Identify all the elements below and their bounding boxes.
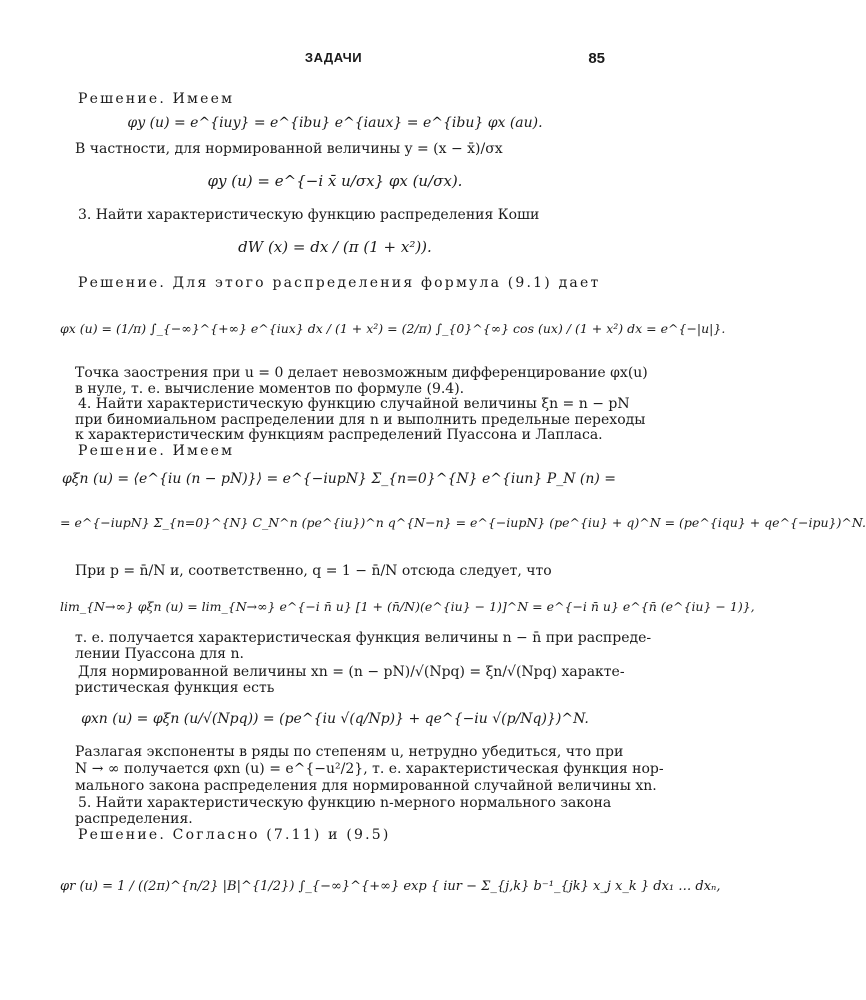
paragraph-line: При p = n̄/N и, соответственно, q = 1 − n̄/N отсюда следует, что: [75, 563, 552, 579]
formula: φξn (u) = ⟨e^{iu (n − pN)}⟩ = e^{−iupN} Σ_{n=0}^{N} e^{iun} P_N (n) =: [62, 471, 617, 487]
paragraph-line: в нуле, т. е. вычисление моментов по формуле (9.4).: [75, 381, 465, 397]
formula: φxn (u) = φξn (u/√(Npq)) = (pe^{iu √(q/Np)} + qe^{−iu √(p/Nq)})^N.: [81, 711, 589, 727]
paragraph-line: Для нормированной величины xn = (n − pN)/√(Npq) = ξn/√(Npq) характе-: [78, 664, 625, 680]
solution-intro: Решение. Для этого распределения формула (9.1) дает: [78, 275, 601, 291]
paragraph-line: лении Пуассона для n.: [75, 646, 244, 662]
formula: dW (x) = dx / (π (1 + x²)).: [238, 238, 432, 256]
formula: lim_{N→∞} φξn (u) = lim_{N→∞} e^{−i n̄ u} [1 + (n̄/N)(e^{iu} − 1)]^N = e^{−i n̄ u} e^{n̄ (e^{iu} − 1)},: [60, 599, 755, 614]
paragraph-line: N → ∞ получается φxn (u) = e^{−u²/2}, т. е. характеристическая функция нор-: [75, 761, 664, 777]
paragraph-line: мального закона распределения для нормированной случайной величины xn.: [75, 778, 657, 794]
running-header: ЗАДАЧИ: [304, 50, 363, 65]
formula: φx (u) = (1/π) ∫_{−∞}^{+∞} e^{iux} dx / (1 + x²) = (2/π) ∫_{0}^{∞} cos (ux) / (1 + x²) dx = e^{−|u|}.: [60, 321, 726, 336]
paragraph-line: Точка заострения при u = 0 делает невозможным дифференцирование φx(u): [75, 365, 648, 381]
task-line: при биномиальном распределении для n и выполнить предельные переходы: [75, 412, 646, 428]
paragraph-line: т. е. получается характеристическая функция величины n − n̄ при распреде-: [75, 630, 652, 646]
formula: = e^{−iupN} Σ_{n=0}^{N} C_N^n (pe^{iu})^n q^{N−n} = e^{−iupN} (pe^{iu} + q)^N = (pe^{iqu} + qe^{−ipu})^N.: [60, 515, 866, 530]
solution-intro: Решение. Согласно (7.11) и (9.5): [78, 827, 391, 843]
paragraph-line: ристическая функция есть: [75, 680, 275, 696]
solution-intro: Решение. Имеем: [78, 91, 235, 107]
task-heading: 5. Найти характеристическую функцию n-мерного нормального закона: [78, 795, 612, 811]
paragraph-line: Разлагая экспоненты в ряды по степеням u, нетрудно убедиться, что при: [75, 744, 624, 760]
paragraph-line: В частности, для нормированной величины y = (x − x̄)/σx: [75, 141, 503, 157]
formula: φr (u) = 1 / ((2π)^{n/2} |B|^{1/2}) ∫_{−∞}^{+∞} exp { iur − Σ_{j,k} b⁻¹_{jk} x_j x_k } dx₁ … dxₙ,: [60, 879, 721, 894]
task-line: к характеристическим функциям распределений Пуассона и Лапласа.: [75, 427, 603, 443]
formula: φy (u) = e^{iuy} = e^{ibu} e^{iaux} = e^{ibu} φx (au).: [127, 115, 543, 131]
solution-intro: Решение. Имеем: [78, 443, 235, 459]
formula: φy (u) = e^{−i x̄ u/σx} φx (u/σx).: [207, 172, 463, 190]
task-heading: 4. Найти характеристическую функцию случайной величины ξn = n − pN: [78, 396, 630, 412]
page-number: 85: [588, 50, 605, 67]
task-line: распределения.: [75, 811, 193, 827]
task-heading: 3. Найти характеристическую функцию распределения Коши: [78, 207, 540, 223]
